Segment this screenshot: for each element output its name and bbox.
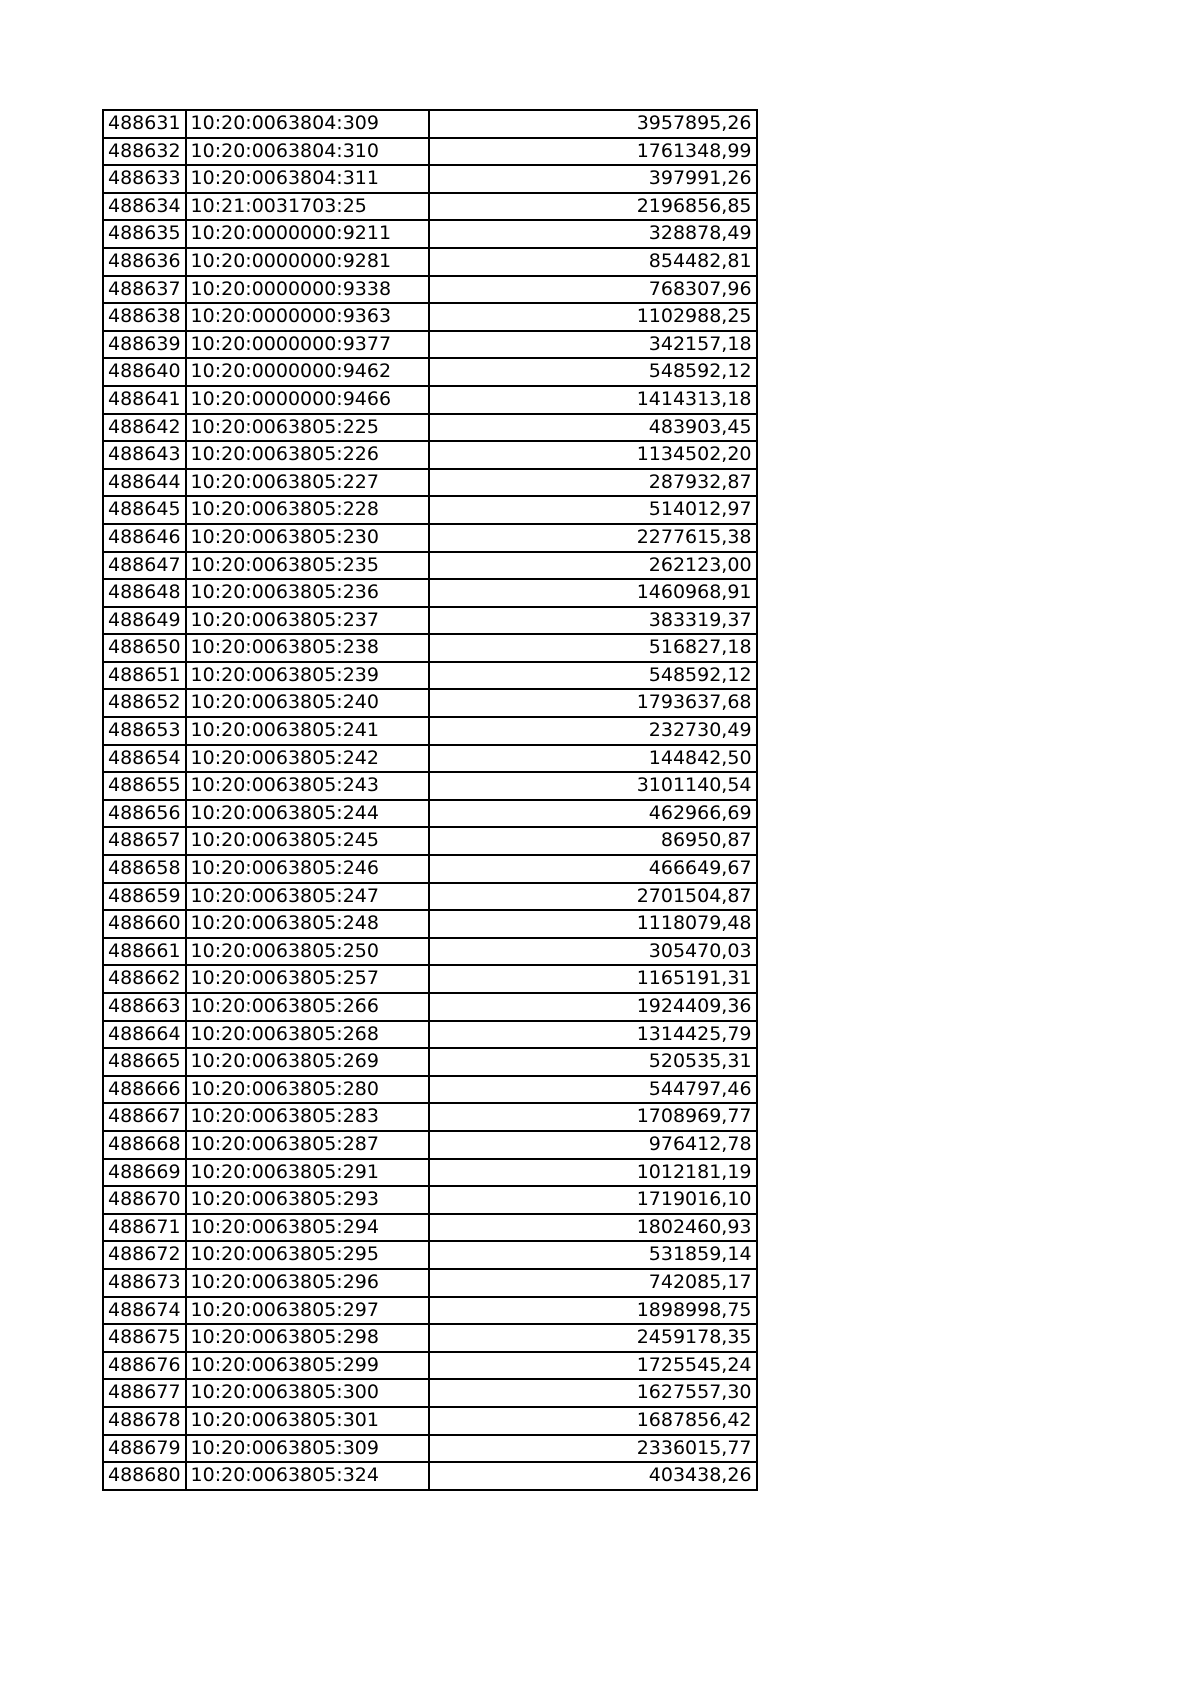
cadastral-number-cell: 10:20:0063805:244: [186, 800, 429, 828]
table-row: [103, 441, 757, 469]
row-number-cell: 488631: [103, 110, 186, 138]
table-row: [103, 138, 757, 166]
row-number-cell: 488634: [103, 193, 186, 221]
value-cell: 466649,67: [429, 855, 757, 883]
cadastral-number-cell: 10:20:0063805:309: [186, 1435, 429, 1463]
row-number-cell: 488653: [103, 717, 186, 745]
table-row: [103, 607, 757, 635]
value-cell: 262123,00: [429, 552, 757, 580]
table-row: [103, 1021, 757, 1049]
table-row: [103, 1241, 757, 1269]
cadastral-number-cell: 10:21:0031703:25: [186, 193, 429, 221]
cadastral-number-cell: 10:20:0063805:228: [186, 496, 429, 524]
table-row: [103, 1131, 757, 1159]
table-row: [103, 469, 757, 497]
value-cell: 2277615,38: [429, 524, 757, 552]
table-row: [103, 110, 757, 138]
data-table: [102, 109, 758, 1491]
cadastral-number-cell: 10:20:0063805:247: [186, 883, 429, 911]
cadastral-number-cell: 10:20:0063804:309: [186, 110, 429, 138]
table-row: [103, 965, 757, 993]
table-row: [103, 1048, 757, 1076]
value-cell: 1924409,36: [429, 993, 757, 1021]
value-cell: 548592,12: [429, 358, 757, 386]
cadastral-number-cell: 10:20:0000000:9462: [186, 358, 429, 386]
table-row: [103, 938, 757, 966]
cadastral-number-cell: 10:20:0063805:246: [186, 855, 429, 883]
row-number-cell: 488639: [103, 331, 186, 359]
value-cell: 1802460,93: [429, 1214, 757, 1242]
table-row: [103, 524, 757, 552]
value-cell: 854482,81: [429, 248, 757, 276]
value-cell: 516827,18: [429, 634, 757, 662]
table-row: [103, 662, 757, 690]
table-row: [103, 745, 757, 773]
value-cell: 328878,49: [429, 220, 757, 248]
row-number-cell: 488672: [103, 1241, 186, 1269]
row-number-cell: 488636: [103, 248, 186, 276]
value-cell: 531859,14: [429, 1241, 757, 1269]
row-number-cell: 488678: [103, 1407, 186, 1435]
value-cell: 1414313,18: [429, 386, 757, 414]
cadastral-number-cell: 10:20:0063805:266: [186, 993, 429, 1021]
table-row: [103, 993, 757, 1021]
table-row: [103, 414, 757, 442]
table-row: [103, 883, 757, 911]
table-row: [103, 331, 757, 359]
row-number-cell: 488654: [103, 745, 186, 773]
cadastral-number-cell: 10:20:0063805:243: [186, 772, 429, 800]
value-cell: 1719016,10: [429, 1186, 757, 1214]
row-number-cell: 488675: [103, 1324, 186, 1352]
row-number-cell: 488673: [103, 1269, 186, 1297]
cadastral-number-cell: 10:20:0063805:250: [186, 938, 429, 966]
cadastral-number-cell: 10:20:0063805:301: [186, 1407, 429, 1435]
table-row: [103, 386, 757, 414]
row-number-cell: 488641: [103, 386, 186, 414]
value-cell: 2196856,85: [429, 193, 757, 221]
cadastral-number-cell: 10:20:0063805:235: [186, 552, 429, 580]
value-cell: 544797,46: [429, 1076, 757, 1104]
value-cell: 232730,49: [429, 717, 757, 745]
row-number-cell: 488667: [103, 1103, 186, 1131]
value-cell: 1460968,91: [429, 579, 757, 607]
table-row: [103, 1324, 757, 1352]
table-row: [103, 552, 757, 580]
cadastral-number-cell: 10:20:0000000:9466: [186, 386, 429, 414]
value-cell: 1793637,68: [429, 689, 757, 717]
cadastral-number-cell: 10:20:0063805:295: [186, 1241, 429, 1269]
value-cell: 342157,18: [429, 331, 757, 359]
table-row: [103, 827, 757, 855]
row-number-cell: 488638: [103, 303, 186, 331]
cadastral-number-cell: 10:20:0063805:294: [186, 1214, 429, 1242]
row-number-cell: 488647: [103, 552, 186, 580]
row-number-cell: 488660: [103, 910, 186, 938]
cadastral-number-cell: 10:20:0063805:226: [186, 441, 429, 469]
row-number-cell: 488679: [103, 1435, 186, 1463]
table-row: [103, 1159, 757, 1187]
row-number-cell: 488662: [103, 965, 186, 993]
row-number-cell: 488643: [103, 441, 186, 469]
row-number-cell: 488651: [103, 662, 186, 690]
cadastral-number-cell: 10:20:0000000:9363: [186, 303, 429, 331]
value-cell: 462966,69: [429, 800, 757, 828]
value-cell: 1761348,99: [429, 138, 757, 166]
cadastral-number-cell: 10:20:0063805:237: [186, 607, 429, 635]
row-number-cell: 488652: [103, 689, 186, 717]
value-cell: 1687856,42: [429, 1407, 757, 1435]
cadastral-number-cell: 10:20:0063804:310: [186, 138, 429, 166]
cadastral-number-cell: 10:20:0063805:287: [186, 1131, 429, 1159]
table-row: [103, 579, 757, 607]
cadastral-number-cell: 10:20:0000000:9338: [186, 276, 429, 304]
cadastral-number-cell: 10:20:0063805:293: [186, 1186, 429, 1214]
table-row: [103, 358, 757, 386]
table-row: [103, 1214, 757, 1242]
row-number-cell: 488657: [103, 827, 186, 855]
table-row: [103, 634, 757, 662]
table-row: [103, 717, 757, 745]
table-row: [103, 1297, 757, 1325]
row-number-cell: 488632: [103, 138, 186, 166]
value-cell: 2459178,35: [429, 1324, 757, 1352]
row-number-cell: 488644: [103, 469, 186, 497]
row-number-cell: 488666: [103, 1076, 186, 1104]
value-cell: 742085,17: [429, 1269, 757, 1297]
cadastral-number-cell: 10:20:0063804:311: [186, 165, 429, 193]
value-cell: 287932,87: [429, 469, 757, 497]
row-number-cell: 488680: [103, 1462, 186, 1490]
cadastral-number-cell: 10:20:0063805:324: [186, 1462, 429, 1490]
cadastral-number-cell: 10:20:0063805:296: [186, 1269, 429, 1297]
cadastral-number-cell: 10:20:0063805:240: [186, 689, 429, 717]
table-row: [103, 1103, 757, 1131]
cadastral-number-cell: 10:20:0000000:9377: [186, 331, 429, 359]
row-number-cell: 488671: [103, 1214, 186, 1242]
table-row: [103, 165, 757, 193]
value-cell: 1725545,24: [429, 1352, 757, 1380]
cadastral-number-cell: 10:20:0063805:297: [186, 1297, 429, 1325]
value-cell: 397991,26: [429, 165, 757, 193]
cadastral-number-cell: 10:20:0063805:239: [186, 662, 429, 690]
value-cell: 1102988,25: [429, 303, 757, 331]
table-row: [103, 1379, 757, 1407]
cadastral-number-cell: 10:20:0063805:236: [186, 579, 429, 607]
row-number-cell: 488646: [103, 524, 186, 552]
row-number-cell: 488676: [103, 1352, 186, 1380]
value-cell: 383319,37: [429, 607, 757, 635]
cadastral-number-cell: 10:20:0063805:242: [186, 745, 429, 773]
cadastral-number-cell: 10:20:0063805:238: [186, 634, 429, 662]
row-number-cell: 488663: [103, 993, 186, 1021]
table-row: [103, 193, 757, 221]
row-number-cell: 488655: [103, 772, 186, 800]
table-row: [103, 1435, 757, 1463]
value-cell: 144842,50: [429, 745, 757, 773]
cadastral-number-cell: 10:20:0063805:283: [186, 1103, 429, 1131]
row-number-cell: 488637: [103, 276, 186, 304]
table-row: [103, 772, 757, 800]
value-cell: 1627557,30: [429, 1379, 757, 1407]
table-row: [103, 496, 757, 524]
table-row: [103, 1269, 757, 1297]
value-cell: 1708969,77: [429, 1103, 757, 1131]
value-cell: 768307,96: [429, 276, 757, 304]
value-cell: 2336015,77: [429, 1435, 757, 1463]
cadastral-number-cell: 10:20:0063805:268: [186, 1021, 429, 1049]
row-number-cell: 488633: [103, 165, 186, 193]
table-row: [103, 1076, 757, 1104]
row-number-cell: 488649: [103, 607, 186, 635]
row-number-cell: 488642: [103, 414, 186, 442]
row-number-cell: 488677: [103, 1379, 186, 1407]
row-number-cell: 488668: [103, 1131, 186, 1159]
value-cell: 3101140,54: [429, 772, 757, 800]
table-row: [103, 910, 757, 938]
row-number-cell: 488661: [103, 938, 186, 966]
table-row: [103, 689, 757, 717]
table-row: [103, 1462, 757, 1490]
value-cell: 548592,12: [429, 662, 757, 690]
value-cell: 403438,26: [429, 1462, 757, 1490]
table-body: [103, 110, 757, 1490]
row-number-cell: 488669: [103, 1159, 186, 1187]
cadastral-number-cell: 10:20:0063805:300: [186, 1379, 429, 1407]
cadastral-number-cell: 10:20:0000000:9281: [186, 248, 429, 276]
cadastral-number-cell: 10:20:0063805:269: [186, 1048, 429, 1076]
value-cell: 1118079,48: [429, 910, 757, 938]
row-number-cell: 488640: [103, 358, 186, 386]
row-number-cell: 488648: [103, 579, 186, 607]
value-cell: 3957895,26: [429, 110, 757, 138]
value-cell: 1012181,19: [429, 1159, 757, 1187]
table-row: [103, 1407, 757, 1435]
table-row: [103, 855, 757, 883]
value-cell: 976412,78: [429, 1131, 757, 1159]
row-number-cell: 488635: [103, 220, 186, 248]
row-number-cell: 488645: [103, 496, 186, 524]
value-cell: 1165191,31: [429, 965, 757, 993]
cadastral-number-cell: 10:20:0063805:280: [186, 1076, 429, 1104]
cadastral-number-cell: 10:20:0063805:227: [186, 469, 429, 497]
value-cell: 483903,45: [429, 414, 757, 442]
row-number-cell: 488674: [103, 1297, 186, 1325]
cadastral-number-cell: 10:20:0063805:298: [186, 1324, 429, 1352]
cadastral-number-cell: 10:20:0063805:291: [186, 1159, 429, 1187]
table-row: [103, 276, 757, 304]
cadastral-number-cell: 10:20:0063805:257: [186, 965, 429, 993]
row-number-cell: 488656: [103, 800, 186, 828]
value-cell: 1134502,20: [429, 441, 757, 469]
row-number-cell: 488650: [103, 634, 186, 662]
value-cell: 1898998,75: [429, 1297, 757, 1325]
table-row: [103, 303, 757, 331]
row-number-cell: 488670: [103, 1186, 186, 1214]
cadastral-number-cell: 10:20:0063805:248: [186, 910, 429, 938]
table-row: [103, 248, 757, 276]
value-cell: 2701504,87: [429, 883, 757, 911]
table-row: [103, 220, 757, 248]
cadastral-number-cell: 10:20:0063805:245: [186, 827, 429, 855]
cadastral-number-cell: 10:20:0000000:9211: [186, 220, 429, 248]
table-row: [103, 800, 757, 828]
row-number-cell: 488664: [103, 1021, 186, 1049]
row-number-cell: 488665: [103, 1048, 186, 1076]
cadastral-number-cell: 10:20:0063805:230: [186, 524, 429, 552]
cadastral-number-cell: 10:20:0063805:241: [186, 717, 429, 745]
row-number-cell: 488659: [103, 883, 186, 911]
value-cell: 86950,87: [429, 827, 757, 855]
row-number-cell: 488658: [103, 855, 186, 883]
table-row: [103, 1186, 757, 1214]
cadastral-number-cell: 10:20:0063805:225: [186, 414, 429, 442]
cadastral-number-cell: 10:20:0063805:299: [186, 1352, 429, 1380]
value-cell: 514012,97: [429, 496, 757, 524]
table-row: [103, 1352, 757, 1380]
value-cell: 305470,03: [429, 938, 757, 966]
value-cell: 1314425,79: [429, 1021, 757, 1049]
value-cell: 520535,31: [429, 1048, 757, 1076]
